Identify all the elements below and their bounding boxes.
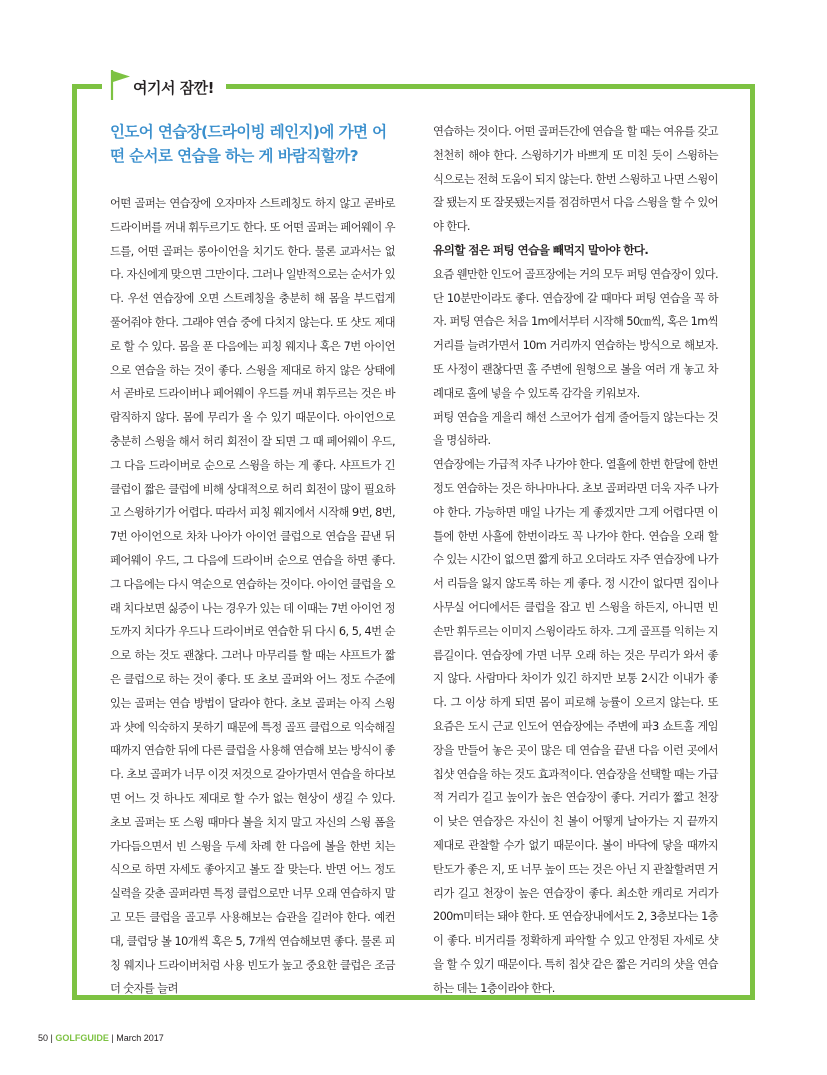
page-footer <box>38 1033 164 1043</box>
flag-icon <box>108 68 134 102</box>
footer-separator: | <box>50 1033 53 1043</box>
issue-date: March 2017 <box>116 1033 164 1043</box>
body-paragraph-1: 연습하는 것이다. 어떤 골퍼든간에 연습을 할 때는 여유를 갖고 천천히 해야 한다. 스윙하기가 바쁘게 또 미친 듯이 스윙하는 식으로는 전혀 도움이 되지 않는다. 한번 스윙하고 나면 스윙이 잘 됐는지 또 잘못됐는지를 점검하면서 다음 스윙을 할 수 있어야 한다. <box>433 125 718 234</box>
body-paragraph: 어떤 골퍼는 연습장에 오자마자 스트레칭도 하지 않고 곧바로 드라이버를 꺼내 휘두르기도 한다. 또 어떤 골퍼는 페어웨이 우드를, 어떤 골퍼는 롱아이언을 치기도 한다. 물론 교과서는 없다. 자신에게 맞으면 그만이다. 그러나 일반적으로는 순서가 있다. 우선 연습장에 오면 스트레칭을 충분히 해 몸을 부드럽게 풀어줘야 한다. 그래야 연습 중에 다치지 않는다. 또 샷도 제대로 할 수 있다. 몸을 푼 다음에는 피칭 웨지나 혹은 7번 아이언으로 연습을 하는 것이 좋다. 스윙을 제대로 하지 않은 상태에서 곧바로 드라이버나 페어웨이 우드를 꺼내 휘두르는 것은 바람직하지 않다. 몸에 무리가 올 수 있기 때문이다. 아이언으로 충분히 스윙을 해서 허리 회전이 잘 되면 그 때 페어웨이 우드, 그 다음 드라이버로 순으로 스윙을 하는 게 좋다. 샤프트가 긴 클럽이 짧은 클럽에 비해 상대적으로 허리 회전이 많이 필요하고 스윙하기가 어렵다. 따라서 피칭 웨지에서 시작해 9번, 8번, 7번 아이언으로 차차 나아가 아이언 클럽으로 연습을 끝낸 뒤 페어웨이 우드, 그 다음에 드라이버 순으로 연습을 하면 좋다. 그 다음에는 다시 역순으로 연습하는 것이다. 아이언 클럽을 오래 치다보면 싫증이 나는 경우가 있는 데 이때는 7번 아이언 정도까지 치다가 우드나 드라이버로 연습한 뒤 다시 6, 5, 4번 순으로 하는 것도 괜찮다. 그러나 마무리를 할 때는 샤프트가 짧은 클럽으로 하는 것이 좋다. 또 초보 골퍼와 어느 정도 수준에 있는 골퍼는 연습 방법이 달라야 한다. 초보 골퍼는 아직 스윙과 샷에 익숙하지 못하기 때문에 특정 골프 클럽으로 익숙해질 때까지 연습한 뒤에 다른 클럽을 사용해 연습해 보는 방식이 좋다. 초보 골퍼가 너무 이것 저것으로 갈아가면서 연습을 하다보면 어느 것 하나도 제대로 할 수가 없는 현상이 생길 수 있다. 초보 골퍼는 또 스윙 때마다 볼을 치지 말고 자신의 스윙 폼을 가다듬으면서 빈 스윙을 두세 차례 한 다음에 볼을 한번 치는 식으로 하면 자세도 좋아지고 볼도 잘 맞는다. 반면 어느 정도 실력을 갖춘 골퍼라면 특정 클럽으로만 너무 오래 연습하지 말고 모든 클럽을 골고루 사용해보는 습관을 길러야 한다. 예컨대, 클럽당 볼 10개씩 혹은 5, 7개씩 연습해보면 좋다. 물론 피칭 웨지나 드라이버처럼 사용 빈도가 높고 중요한 클럽은 조금 더 숫자를 늘려 <box>110 197 395 996</box>
magazine-brand: GOLFGUIDE <box>55 1033 109 1043</box>
section-tab-title: 여기서 잠깐! <box>133 79 215 97</box>
page-number: 50 <box>38 1033 49 1043</box>
body-paragraph-4: 연습장에는 가급적 자주 나가야 한다. 열흘에 한번 한달에 한번 정도 연습하는 것은 하나마나다. 초보 골퍼라면 더욱 자주 나가야 한다. 가능하면 매일 나가는 게 좋겠지만 그게 어렵다면 이틀에 한번 사흘에 한번이라도 꼭 나가야 한다. 연습을 오래 할 수 있는 시간이 없으면 짧게 하고 오더라도 자주 연습장에 나가서 리듬을 잃지 않도록 하는 게 좋다. 정 시간이 없다면 집이나 사무실 어디에서든 클럽을 잡고 빈 스윙을 하든지, 아니면 빈 손만 휘두르는 이미지 스윙이라도 하자. 그게 골프를 익히는 지름길이다. 연습장에 가면 너무 오래 하는 것은 무리가 와서 좋지 않다. 사람마다 차이가 있긴 하지만 보통 2시간 이내가 좋다. 그 이상 하게 되면 몸이 피로해 능률이 오르지 않는다. 또 요즘은 도시 근교 인도어 연습장에는 주변에 파3 쇼트홀 게임장을 만들어 놓은 곳이 많은 데 연습을 끝낸 다음 이런 곳에서 칩샷 연습을 하는 것도 효과적이다. 연습장을 선택할 때는 가급적 거리가 길고 높이가 높은 연습장이 좋다. 거리가 짧고 천장이 낮은 연습장은 자신이 친 볼이 어떻게 날아가는 지 끝까지 제대로 관찰할 수가 없기 때문이다. 볼이 바닥에 닿을 때까지 탄도가 좋은 지, 또 너무 높이 뜨는 것은 아닌 지 관찰할려면 거리가 길고 천장이 높은 연습장이 좋다. 최소한 캐리로 거리가 200m미터는 돼야 한다. 또 연습장내에서도 2, 3층보다는 1층이 좋다. 비거리를 정확하게 파악할 수 있고 안정된 자세로 샷을 할 수 있기 때문이다. 특히 칩샷 같은 짧은 거리의 샷을 연습하는 데는 1층이라야 한다. <box>433 458 718 995</box>
body-paragraph-2: 요즘 웬만한 인도어 골프장에는 거의 모두 퍼팅 연습장이 있다. 단 10분만이라도 좋다. 연습장에 갈 때마다 퍼팅 연습을 꼭 하자. 퍼팅 연습은 처음 1m에서부터 시작해 50㎝씩, 혹은 1m씩 거리를 늘려가면서 10m 거리까지 연습하는 방식으로 해보자. 또 사정이 괜찮다면 홀 주변에 원형으로 볼을 여러 개 놓고 차례대로 홀에 넣을 수 있도록 감각을 키워보자. <box>433 267 718 400</box>
subheading: 유의할 점은 퍼팅 연습을 빼먹지 말아야 한다. <box>433 242 649 257</box>
article-heading: 인도어 연습장(드라이빙 레인지)에 가면 어떤 순서로 연습을 하는 게 바람직할까? <box>110 123 387 165</box>
left-column <box>110 120 395 1001</box>
footer-separator-2: | <box>111 1033 114 1043</box>
body-paragraph-3: 퍼팅 연습을 게을리 해선 스코어가 쉽게 줄어들지 않는다는 것을 명심하라. <box>433 410 718 448</box>
right-column <box>433 120 718 1000</box>
